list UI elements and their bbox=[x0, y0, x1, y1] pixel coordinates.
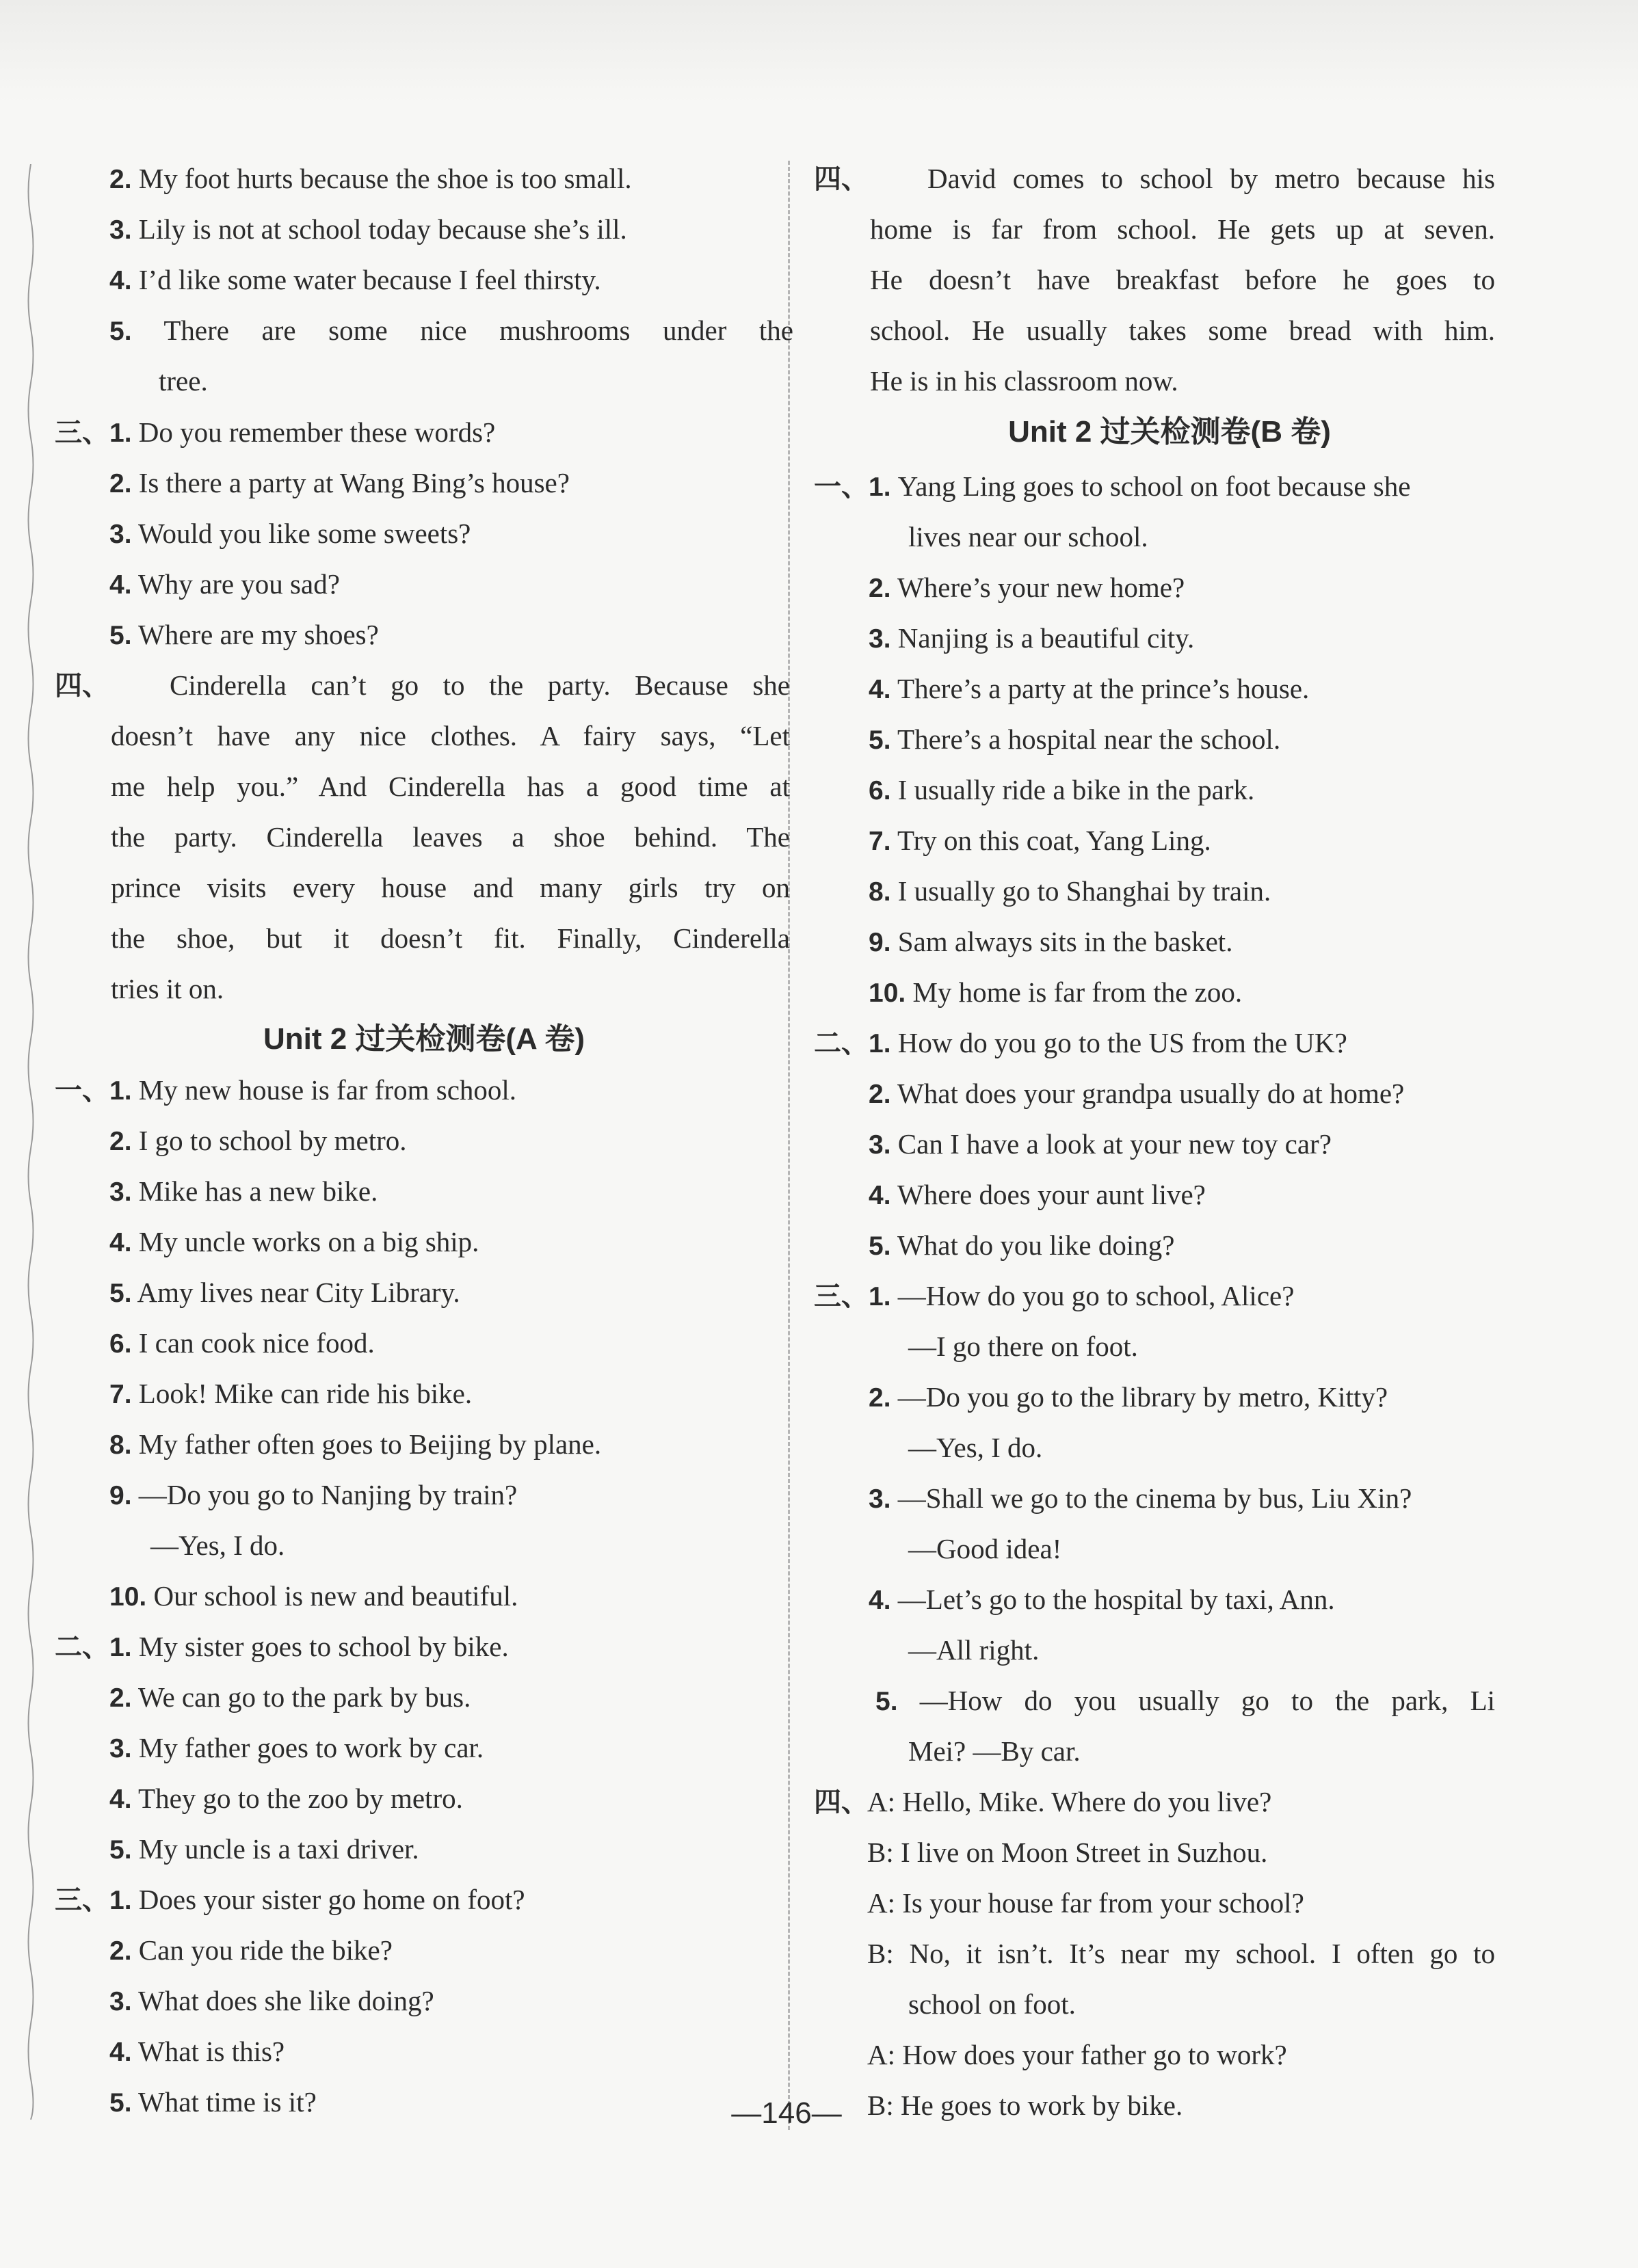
passage-line: tries it on. bbox=[111, 973, 224, 1004]
answer-line-cont: lives near our school. bbox=[908, 521, 1148, 552]
answer-line: 7. Look! Mike can ride his bike. bbox=[109, 1378, 473, 1409]
answer-line: 3. Lily is not at school today because she’s ill. bbox=[109, 213, 627, 245]
answer-line: 4. There’s a party at the prince’s house. bbox=[869, 673, 1310, 704]
answer-line: 5. —How do you usually go to the park, Li bbox=[875, 1685, 1496, 1716]
answer-line: 6. I can cook nice food. bbox=[109, 1327, 375, 1359]
answer-line: 9. Sam always sits in the basket. bbox=[869, 926, 1233, 957]
answer-line: 5. There are some nice mushrooms under the bbox=[109, 315, 793, 346]
passage-line: He is in his classroom now. bbox=[870, 365, 1178, 397]
answer-line: 8. I usually go to Shanghai by train. bbox=[869, 875, 1271, 907]
unit-a-title: Unit 2 过关检测卷(A 卷) bbox=[263, 1022, 585, 1056]
answer-line: 3. —Shall we go to the cinema by bus, Liu Xin? bbox=[869, 1482, 1412, 1514]
answer-line: 二、1. My sister goes to school by bike. bbox=[55, 1631, 509, 1663]
dialogue-line: school on foot. bbox=[908, 1988, 1076, 2020]
passage-line: the party. Cinderella leaves a shoe behind. The bbox=[111, 821, 790, 853]
answer-line: 4. My uncle works on a big ship. bbox=[109, 1226, 479, 1257]
answer-line: 2. We can go to the park by bus. bbox=[109, 1681, 471, 1713]
answer-line: 一、1. Yang Ling goes to school on foot because she bbox=[814, 470, 1411, 503]
answer-line-cont: —Yes, I do. bbox=[150, 1530, 285, 1561]
answer-line: 2. Is there a party at Wang Bing’s house? bbox=[109, 467, 570, 498]
answer-line: 4. They go to the zoo by metro. bbox=[109, 1783, 463, 1814]
passage-line: Cinderella can’t go to the party. Because she bbox=[170, 669, 790, 701]
answer-line-cont: tree. bbox=[159, 365, 208, 397]
answer-line: 2. What does your grandpa usually do at home? bbox=[869, 1078, 1405, 1109]
answer-line: 4. What is this? bbox=[109, 2036, 285, 2067]
answer-line: 2. Where’s your new home? bbox=[869, 572, 1185, 603]
answer-line: 5. Where are my shoes? bbox=[109, 619, 379, 650]
answer-line: 2. My foot hurts because the shoe is too small. bbox=[109, 163, 632, 194]
dialogue-line: B: He goes to work by bike. bbox=[867, 2090, 1183, 2121]
answer-line: 3. Mike has a new bike. bbox=[109, 1175, 378, 1207]
answer-line: 3. Would you like some sweets? bbox=[109, 518, 471, 549]
answer-line-cont: —All right. bbox=[908, 1634, 1040, 1666]
answer-line: 三、1. Does your sister go home on foot? bbox=[55, 1884, 525, 1916]
dialogue-line: A: How does your father go to work? bbox=[867, 2039, 1287, 2070]
section-marker: 四、 bbox=[55, 670, 109, 702]
dialogue-line: A: Hello, Mike. Where do you live? bbox=[867, 1786, 1272, 1817]
unit-b-title: Unit 2 过关检测卷(B 卷) bbox=[1008, 415, 1331, 449]
passage-line: David comes to school by metro because his bbox=[927, 163, 1495, 194]
dialogue-line: B: No, it isn’t. It’s near my school. I often go to bbox=[867, 1938, 1495, 1969]
column-divider bbox=[788, 161, 790, 2130]
dialogue-line: A: Is your house far from your school? bbox=[867, 1887, 1304, 1919]
answer-line: 10. My home is far from the zoo. bbox=[869, 976, 1243, 1008]
answer-line: 5. My uncle is a taxi driver. bbox=[109, 1833, 419, 1865]
answer-line: 10. Our school is new and beautiful. bbox=[109, 1580, 518, 1612]
answer-line: 二、1. How do you go to the US from the UK? bbox=[814, 1027, 1347, 1059]
answer-line: 4. I’d like some water because I feel thirsty. bbox=[109, 264, 601, 295]
passage-line: school. He usually takes some bread with him. bbox=[870, 315, 1495, 346]
page-top-shadow bbox=[0, 0, 1638, 103]
answer-line: 5. Amy lives near City Library. bbox=[109, 1277, 460, 1308]
section-marker: 四、 bbox=[814, 1787, 869, 1818]
answer-line: 5. What time is it? bbox=[109, 2086, 317, 2118]
answer-line-cont: —Yes, I do. bbox=[908, 1432, 1043, 1463]
passage-line: home is far from school. He gets up at seven. bbox=[870, 213, 1495, 245]
passage-line: the shoe, but it doesn’t fit. Finally, Cinderella bbox=[111, 922, 790, 954]
answer-line: 3. What does she like doing? bbox=[109, 1985, 434, 2016]
answer-line-cont: Mei? —By car. bbox=[908, 1735, 1081, 1767]
page-number: —146— bbox=[731, 2096, 842, 2130]
dialogue-line: B: I live on Moon Street in Suzhou. bbox=[867, 1837, 1268, 1868]
passage-line: He doesn’t have breakfast before he goes to bbox=[870, 264, 1495, 295]
answer-line: 6. I usually ride a bike in the park. bbox=[869, 774, 1255, 805]
answer-line: 2. —Do you go to the library by metro, Kitty? bbox=[869, 1381, 1388, 1413]
answer-line: 3. My father goes to work by car. bbox=[109, 1732, 484, 1763]
answer-line: 2. Can you ride the bike? bbox=[109, 1934, 393, 1966]
answer-line: 5. What do you like doing? bbox=[869, 1229, 1175, 1261]
answer-line: 7. Try on this coat, Yang Ling. bbox=[869, 825, 1211, 856]
answer-line: 三、1. Do you remember these words? bbox=[55, 416, 496, 449]
answer-line: 8. My father often goes to Beijing by plane. bbox=[109, 1428, 602, 1460]
passage-line: me help you.” And Cinderella has a good time at bbox=[111, 771, 790, 802]
answer-line: 4. —Let’s go to the hospital by taxi, Ann. bbox=[869, 1584, 1335, 1615]
section-marker: 四、 bbox=[814, 163, 869, 195]
binding-margin-line bbox=[23, 164, 38, 2120]
answer-line: 4. Where does your aunt live? bbox=[869, 1179, 1206, 1210]
answer-line: 三、1. —How do you go to school, Alice? bbox=[814, 1280, 1295, 1312]
answer-line: 3. Nanjing is a beautiful city. bbox=[869, 622, 1195, 654]
answer-line: 4. Why are you sad? bbox=[109, 568, 340, 600]
answer-line: 一、1. My new house is far from school. bbox=[55, 1074, 517, 1106]
answer-line-cont: —I go there on foot. bbox=[908, 1331, 1138, 1362]
passage-line: prince visits every house and many girls try on bbox=[111, 872, 790, 903]
answer-line: 5. There’s a hospital near the school. bbox=[869, 723, 1281, 755]
answer-line-cont: —Good idea! bbox=[908, 1533, 1062, 1564]
passage-line: doesn’t have any nice clothes. A fairy says, “Let bbox=[111, 720, 790, 751]
answer-line: 2. I go to school by metro. bbox=[109, 1125, 407, 1156]
answer-line: 9. —Do you go to Nanjing by train? bbox=[109, 1479, 518, 1510]
answer-line: 3. Can I have a look at your new toy car? bbox=[869, 1128, 1332, 1160]
